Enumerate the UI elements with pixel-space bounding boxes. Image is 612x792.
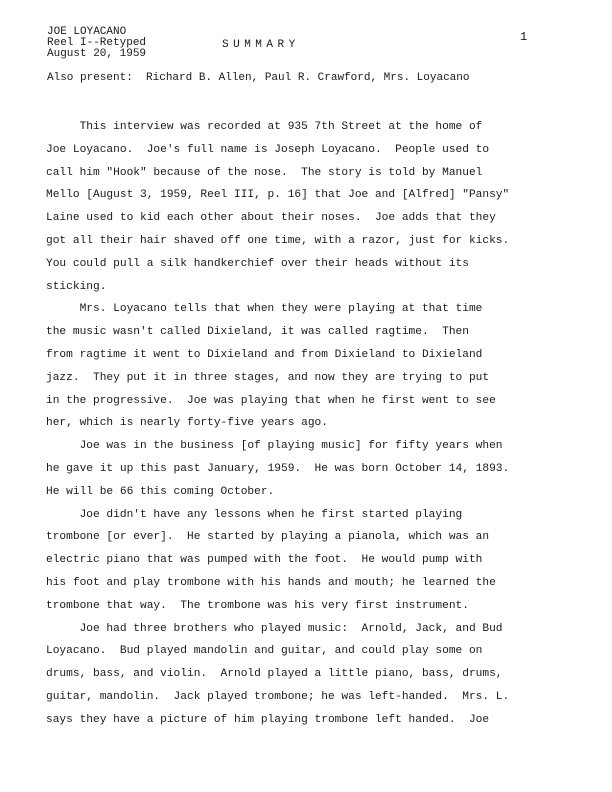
body-line: guitar, mandolin. Jack played trombone; he was left-handed. Mrs. L. [46, 690, 510, 703]
body-line: got all their hair shaved off one time, with a razor, just for kicks. [46, 234, 510, 247]
also-present-line: Also present: Richard B. Allen, Paul R. Crawford, Mrs. Loyacano [47, 72, 470, 84]
body-line: drums, bass, and violin. Arnold played a little piano, bass, drums, [46, 668, 503, 681]
document-title: SUMMARY [222, 39, 300, 51]
body-line: Mrs. Loyacano tells that when they were playing at that time [46, 303, 483, 316]
body-line: Mello [August 3, 1959, Reel III, p. 16] that Joe and [Alfred] "Pansy" [46, 189, 510, 202]
summary-body [46, 116, 576, 732]
body-line: Joe had three brothers who played music: Arnold, Jack, and Bud [46, 622, 503, 635]
body-line: his foot and play trombone with his hands and mouth; he learned the [46, 576, 496, 589]
document-header [47, 27, 146, 60]
interviewee-name: JOE LOYACANO [47, 26, 127, 38]
interview-date: August 20, 1959 [47, 48, 147, 60]
body-line: trombone that way. The trombone was his very first instrument. [46, 599, 469, 612]
body-line: call him "Hook" because of the nose. The story is told by Manuel [46, 166, 483, 179]
body-line: sticking. [46, 280, 107, 293]
body-line: jazz. They put it in three stages, and now they are trying to put [46, 371, 490, 384]
body-line: Loyacano. Bud played mandolin and guitar, and could play some on [46, 645, 483, 658]
body-line: her, which is nearly forty-five years ago. [46, 417, 328, 430]
page-number: 1 [520, 30, 528, 44]
reel-info: Reel I--Retyped [47, 37, 147, 49]
body-line: Joe was in the business [of playing music] for fifty years when [46, 440, 503, 453]
body-line: in the progressive. Joe was playing that when he first went to see [46, 394, 496, 407]
body-line: Joe didn't have any lessons when he first started playing [46, 508, 463, 521]
body-line: he gave it up this past January, 1959. He was born October 14, 1893. [46, 462, 510, 475]
body-line: Laine used to kid each other about their noses. Joe adds that they [46, 212, 496, 225]
body-line: electric piano that was pumped with the foot. He would pump with [46, 554, 483, 567]
body-line: says they have a picture of him playing trombone left handed. Joe [46, 713, 490, 726]
body-line: from ragtime it went to Dixieland and from Dixieland to Dixieland [46, 348, 483, 361]
body-line: He will be 66 this coming October. [46, 485, 275, 498]
body-line: Joe Loyacano. Joe's full name is Joseph Loyacano. People used to [46, 143, 490, 156]
body-line: trombone [or ever]. He started by playing a pianola, which was an [46, 531, 490, 544]
body-line: the music wasn't called Dixieland, it was called ragtime. Then [46, 326, 469, 339]
body-line: This interview was recorded at 935 7th Street at the home of [46, 121, 483, 133]
body-line: You could pull a silk handkerchief over their heads without its [46, 257, 469, 270]
